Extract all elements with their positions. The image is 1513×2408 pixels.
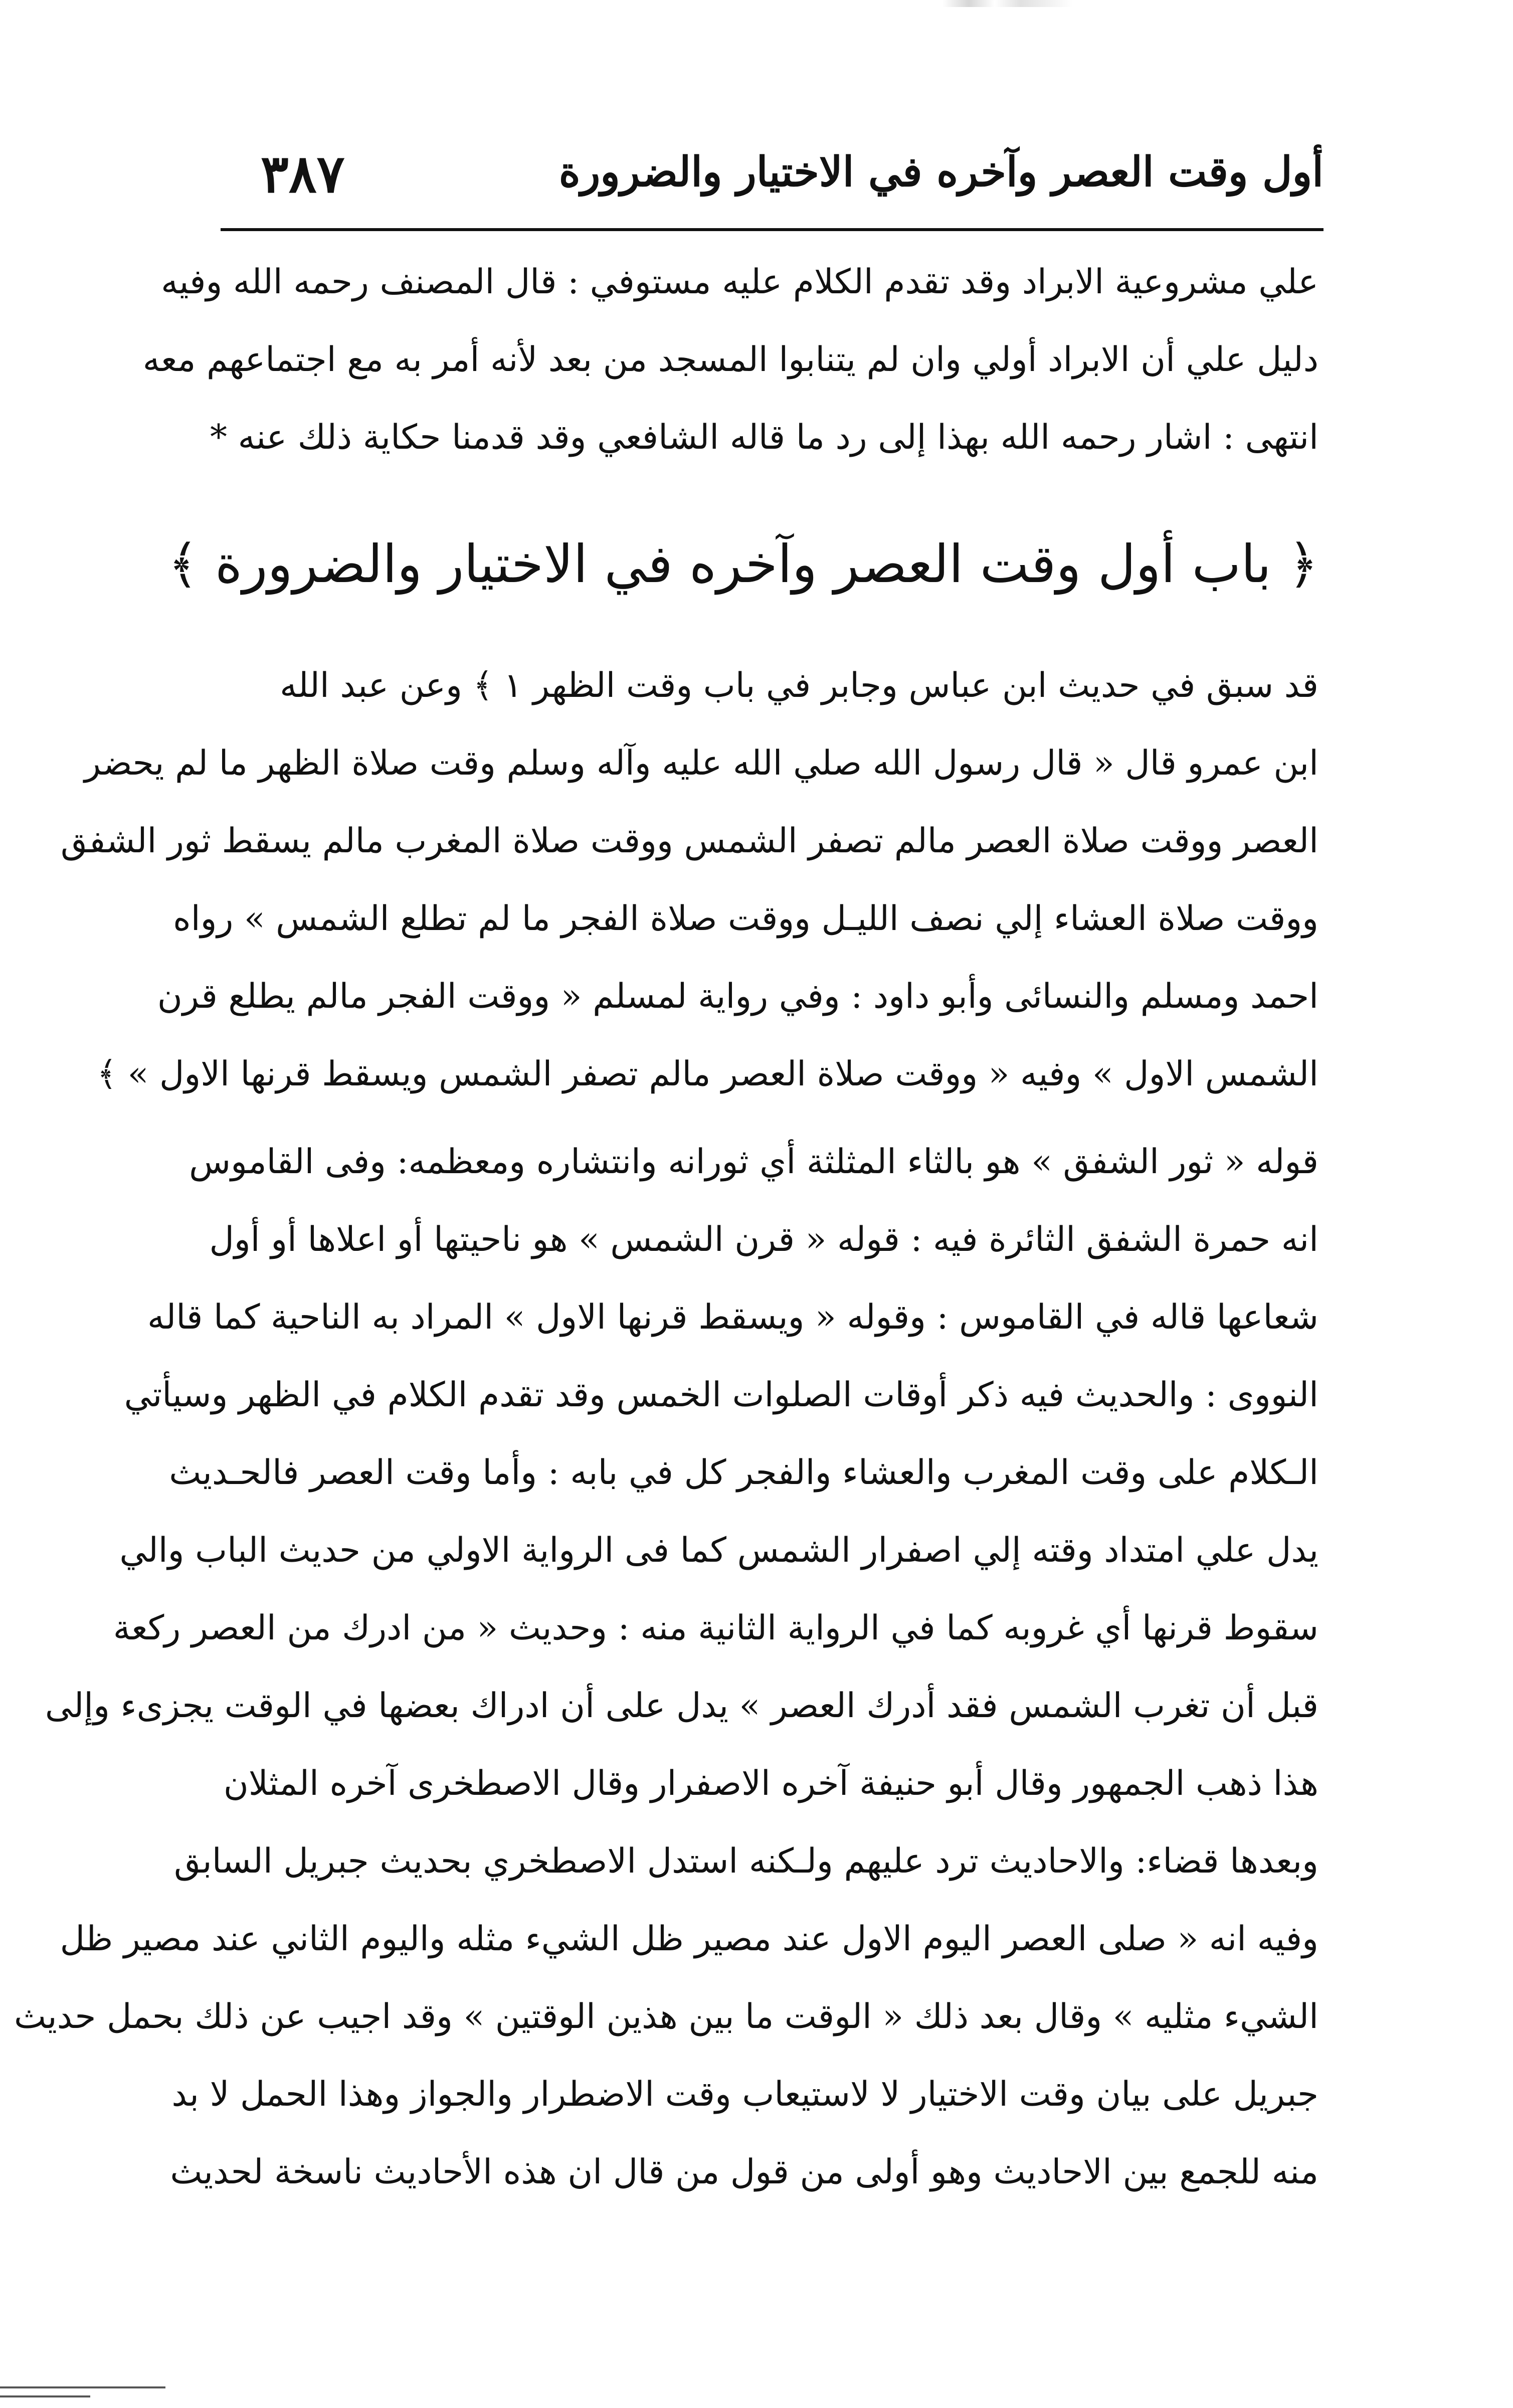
header-rule bbox=[221, 228, 1323, 231]
text-line: انه حمرة الشفق الثائرة فيه : قوله « قرن الشمس » هو ناحيتها أو اعلاها أو أول bbox=[209, 1220, 1318, 1259]
text-line: سقوط قرنها أي غروبه كما في الرواية الثانية منه : وحديث « من ادرك من العصر ركعة bbox=[113, 1608, 1318, 1648]
footer-rule bbox=[0, 2386, 165, 2388]
page-number: ٣٨٧ bbox=[261, 143, 345, 205]
scan-mark bbox=[942, 0, 1073, 7]
text-line: الشيء مثليه » وقال بعد ذلك « الوقت ما بين هذين الوقتين » وقد اجيب عن ذلك بحمل حديث bbox=[14, 1997, 1318, 2036]
text-line: وفيه انه « صلى العصر اليوم الاول عند مصير ظل الشيء مثله واليوم الثاني عند مصير ظل bbox=[60, 1919, 1318, 1959]
hadith-paragraph bbox=[61, 647, 1318, 1113]
text-line: جبريل على بيان وقت الاختيار لا لاستيعاب وقت الاضطرار والجواز وهذا الحمل لا بد bbox=[171, 2075, 1318, 2114]
text-line: ابن عمرو قال « قال رسول الله صلي الله عليه وآله وسلم وقت صلاة الظهر ما لم يحضر bbox=[84, 744, 1318, 783]
text-line: علي مشروعية الابراد وقد تقدم الكلام عليه مستوفي : قال المصنف رحمه الله وفيه bbox=[161, 262, 1318, 302]
text-line: شعاعها قاله في القاموس : وقوله « ويسقط قرنها الاول » المراد به الناحية كما قاله bbox=[147, 1298, 1318, 1337]
commentary-paragraph bbox=[14, 1123, 1318, 2211]
running-title: أول وقت العصر وآخره في الاختيار والضرورة bbox=[558, 148, 1323, 196]
text-line: الـكلام على وقت المغرب والعشاء والفجر كل في بابه : وأما وقت العصر فالحـديث bbox=[169, 1453, 1318, 1493]
text-line: ووقت صلاة العشاء إلي نصف الليـل ووقت صلاة الفجر ما لم تطلع الشمس » رواه bbox=[173, 899, 1318, 939]
text-line: انتهى : اشار رحمه الله بهذا إلى رد ما قاله الشافعي وقد قدمنا حكاية ذلك عنه * bbox=[210, 418, 1318, 457]
running-header bbox=[221, 143, 1323, 223]
text-line: يدل علي امتداد وقته إلي اصفرار الشمس كما فى الرواية الاولي من حديث الباب والي bbox=[119, 1531, 1318, 1570]
intro-paragraph bbox=[142, 243, 1318, 476]
text-line: منه للجمع بين الاحاديث وهو أولى من قول من قال ان هذه الأحاديث ناسخة لحديث bbox=[170, 2152, 1318, 2192]
footer-rule-short bbox=[0, 2395, 90, 2397]
text-line: العصر ووقت صلاة العصر مالم تصفر الشمس ووقت صلاة المغرب مالم يسقط ثور الشفق bbox=[61, 821, 1318, 861]
text-line: وبعدها قضاء: والاحاديث ترد عليهم ولـكنه استدل الاصطخري بحديث جبريل السابق bbox=[174, 1841, 1318, 1881]
text-line: قوله « ثور الشفق » هو بالثاء المثلثة أي ثورانه وانتشاره ومعظمه: وفى القاموس bbox=[189, 1142, 1318, 1182]
text-line: هذا ذهب الجمهور وقال أبو حنيفة آخره الاصفرار وقال الاصطخرى آخره المثلان bbox=[223, 1764, 1318, 1803]
text-line: احمد ومسلم والنسائى وأبو داود : وفي رواية لمسلم « ووقت الفجر مالم يطلع قرن bbox=[157, 977, 1318, 1016]
text-line: قبل أن تغرب الشمس فقد أدرك العصر » يدل على أن ادراك بعضها في الوقت يجزىء وإلى bbox=[45, 1686, 1318, 1726]
text-line: الشمس الاول » وفيه « ووقت صلاة العصر مالم تصفر الشمس ويسقط قرنها الاول » ﴾ bbox=[97, 1054, 1318, 1094]
text-line: قد سبق في حديث ابن عباس وجابر في باب وقت الظهر ١ ﴾ وعن عبد الله bbox=[280, 666, 1318, 705]
text-line: دليل علي أن الابراد أولي وان لم يتنابوا المسجد من بعد لأنه أمر به مع اجتماعهم معه bbox=[142, 340, 1318, 380]
chapter-title: ﴿ باب أول وقت العصر وآخره في الاختيار والضرورة ﴾ bbox=[167, 533, 1318, 595]
text-line: النووى : والحديث فيه ذكر أوقات الصلوات الخمس وقد تقدم الكلام في الظهر وسيأتي bbox=[124, 1375, 1318, 1415]
